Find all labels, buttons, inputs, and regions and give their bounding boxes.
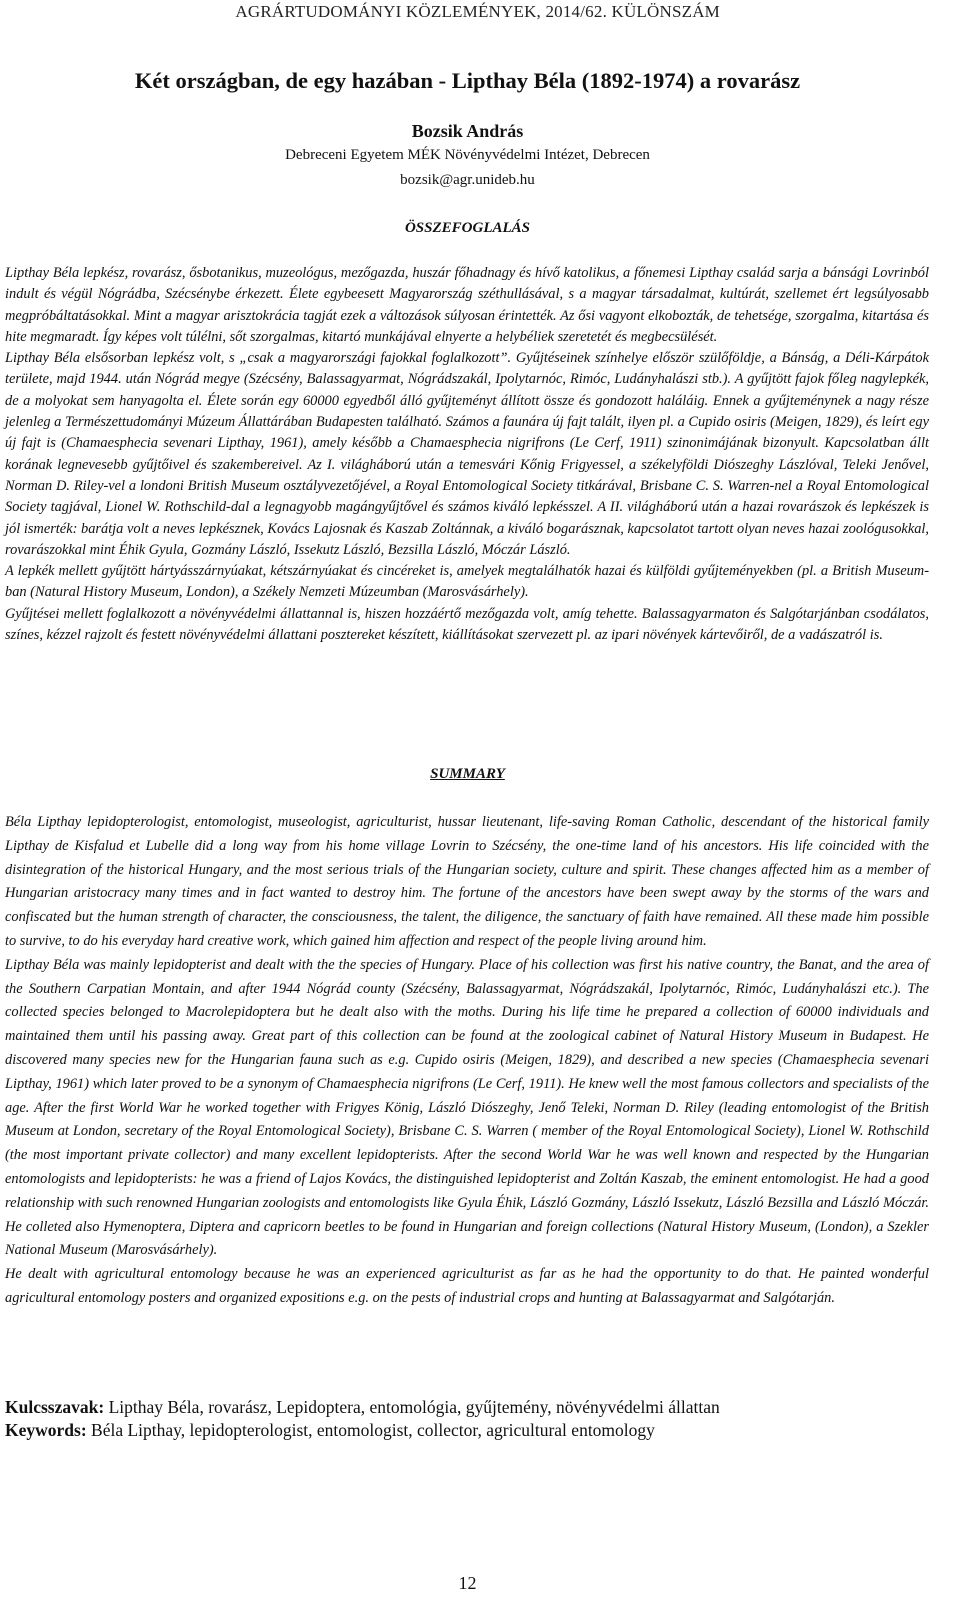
hungarian-keywords-label: Kulcsszavak:: [5, 1397, 105, 1417]
abstract-paragraph: Lipthay Béla elsősorban lepkész volt, s „csak a magyarországi fajokkal foglalkozott”. Gyűjtéseinek színhelye először szülőföldje, a Bánság, a Déli-Kárpátok területe, majd 1944. után Nógrád megye (Szécsény, Balassagyarmat, Nógrádszakál, Ipolytarnóc, Rimóc, Ludányhalászi stb.). A gyűjtött fajok főleg nagylepkék, de a molyokat sem hanyagolta el. Élete során egy 60000 egyedből álló gyűjteményt állított össze és gondozott haláláig. Ennek a gyűjteménynek a nagy része jelenleg a Természettudományi Múzeum Állattárában Budapesten található. Számos a faunára új fajt talált, ilyen pl. a Cupido osiris (Meigen, 1829), és leírt egy új fajt is (Chamaesphecia sevenari Lipthay, 1961), amely később a Chamaesphecia nigrifrons (Le Cerf, 1911) szinonimájának bizonyult. Kapcsolatban állt korának legnevesebb gyűjtőivel és szakembereivel. Az I. világháború után a temesvári Kőnig Frigyessel, a székelyföldi Diószeghy Lászlóval, Teleki Jenővel, Norman D. Riley-vel a londoni British Museum osztályvezetőjével, a Royal Entomological Society titkárával, Brisbane C. S. Warren-nel a Royal Entomological Society tagjával, Lionel W. Rothschild-dal a legnagyobb magángyűjtővel és számos kiváló lepkésszel. A II. világháború után a hazai rovarászok és lepkészek is jól ismerték: barátja volt a neves lepkésznek, Kovács Lajosnak és Kaszab Zoltánnak, a kiváló bogarásznak, kapcsolatot tartott olyan neves hazai zoológusokkal, rovarászokkal mint Éhik Gyula, Gozmány László, Issekutz László, Bezsilla László, Móczár László.: [5, 350, 929, 558]
keywords-block: [5, 1396, 929, 1442]
abstract-paragraph: Gyűjtései mellett foglalkozott a növényvédelmi állattannal is, hiszen hozzáértő mezőgazda volt, amíg tehette. Balassagyarmaton és Salgótarjánban csodálatos, színes, kézzel rajzolt és festett növényvédelmi állattani posztereket készített, kiállításokat szervezett pl. az ipari növények kártevőiről, de a vadászatról is.: [5, 605, 929, 644]
hungarian-keywords: [5, 1396, 929, 1419]
article-title: Két országban, de egy hazában - Lipthay Béla (1892-1974) a rovarász: [134, 68, 801, 93]
abstract-heading: ÖSSZEFOGLALÁS: [404, 220, 531, 236]
summary-paragraph: Lipthay Béla was mainly lepidopterist and dealt with the the species of Hungary. Place of his collection was first his native country, the Banat, and the area of the Southern Carpatian Montain, and after 1944 Nógrád county (Szécsény, Balassagyarmat, Nógrádszakál, Ipolytarnóc, Rimóc, Ludányhalászi etc.). The collected species belonged to Macrolepidoptera but he dealt also with the moths. During his life time he prepared a collection of 60000 individuals and maintained them until his passing away. Great part of this collection can be found at the zoological cabinet of Natural History Museum in Budapest. He discovered many species new for the Hungarian fauna such as e.g. Cupido osiris (Meigen, 1829), and described a new species (Chamaesphecia sevenari Lipthay, 1961) which later proved to be a synonym of Chamaesphecia nigrifrons (Le Cerf, 1911). He knew well the most famous collectors and specialists of the age. After the first World War he worked together with Frigyes König, László Diószeghy, Jenő Teleki, Norman D. Riley (leading entomologist of the British Museum at London, secretary of the Royal Entomological Society), Brisbane C. S. Warren ( member of the Royal Entomological Society), Lionel W. Rothschild (the most important private collector) and many excellent lepidopterists. After the second World War he was well known and respected by the Hungarian entomologists and lepidopterists: he was a friend of Lajos Kovács, the distinguished lepidopterist and Zoltán Kaszab, the eminent entomologist. He had a good relationship with such renowned Hungarian zoologists and entomologists like Gyula Éhik, László Gozmány, László Issekutz, László Bezsilla and László Móczár. He colleted also Hymenoptera, Diptera and capricorn beetles to be found in Hungarian and foreign collections (Natural History Museum, (London), a Szekler National Museum (Marosvásárhely).: [5, 956, 929, 1259]
page-number: 12: [458, 1573, 477, 1593]
journal-running-header: AGRÁRTUDOMÁNYI KÖZLEMÉNYEK, 2014/62. KÜLÖNSZÁM: [235, 2, 720, 21]
english-keywords-label: Keywords:: [5, 1420, 87, 1440]
hungarian-keywords-text: Lipthay Béla, rovarász, Lepidoptera, entomológia, gyűjtemény, növényvédelmi állattan: [104, 1397, 720, 1417]
summary-heading: SUMMARY: [430, 766, 505, 782]
abstract-paragraph: A lepkék mellett gyűjtött hártyásszárnyúakat, kétszárnyúakat és cincéreket is, amelyek megtalálhatók hazai és külföldi gyűjteményekben (pl. a British Museum-ban (Natural History Museum, London), a Székely Nemzeti Múzeumban (Marosvásárhely).: [5, 563, 929, 601]
author-name: Bozsik András: [411, 121, 524, 141]
abstract-body: [5, 263, 929, 646]
summary-paragraph: Béla Lipthay lepidopterologist, entomologist, museologist, agriculturist, hussar lieutenant, life-saving Roman Catholic, descendant of the historical family Lipthay de Kisfalud et Lubelle did a long way from his home village Lovrin to Szécsény, the one-time land of his ancestors. His life coincided with the disintegration of the historical Hungary, and the most serious trials of the Hungarian society, culture and spirit. These changes affected him as a member of Hungarian aristocracy many times and in fact wanted to destroy him. The fortune of the ancestors have been swept away by the storms of the wars and confiscated but the human strength of character, the consciousness, the talent, the diligence, the sanctuary of faith have remained. All these made him possible to survive, to do his everyday hard creative work, which gained him affection and respect of the people living around him.: [5, 814, 929, 949]
author-email[interactable]: bozsik@agr.unideb.hu: [400, 172, 535, 188]
summary-paragraph: He dealt with agricultural entomology because he was an experienced agriculturist as far as he had the opportunity to do that. He painted wonderful agricultural entomology posters and organized expositions e.g. on the pests of industrial crops and hunting at Balassagyarmat and Salgótarján.: [5, 1266, 929, 1306]
english-keywords-text: Béla Lipthay, lepidopterologist, entomologist, collector, agricultural entomology: [86, 1420, 655, 1440]
summary-body: [5, 811, 929, 1311]
author-affiliation: Debreceni Egyetem MÉK Növényvédelmi Intézet, Debrecen: [285, 147, 650, 163]
english-keywords: [5, 1419, 929, 1442]
abstract-paragraph: Lipthay Béla lepkész, rovarász, ősbotanikus, muzeológus, mezőgazda, huszár főhadnagy és hívő katolikus, a főnemesi Lipthay család sarja a bánsági Lovrinból indult és végül Nógrádba, Szécsénybe érkezett. Élete egybeesett Magyarország széthullásával, s a magyar társadalmat, kultúrát, szellemet ért legsúlyosabb megpróbáltatásokkal. Mint a magyar arisztokrácia tagját ezek a változások súlyosan érintették. Az ősi vagyont elkobozták, de tehetsége, szorgalma, kitartása és hite megmaradt. Így képes volt túlélni, sőt szorgalmas, kitartó munkájával elnyerte a helybéliek szeretetét és megbecsülését.: [5, 265, 929, 345]
